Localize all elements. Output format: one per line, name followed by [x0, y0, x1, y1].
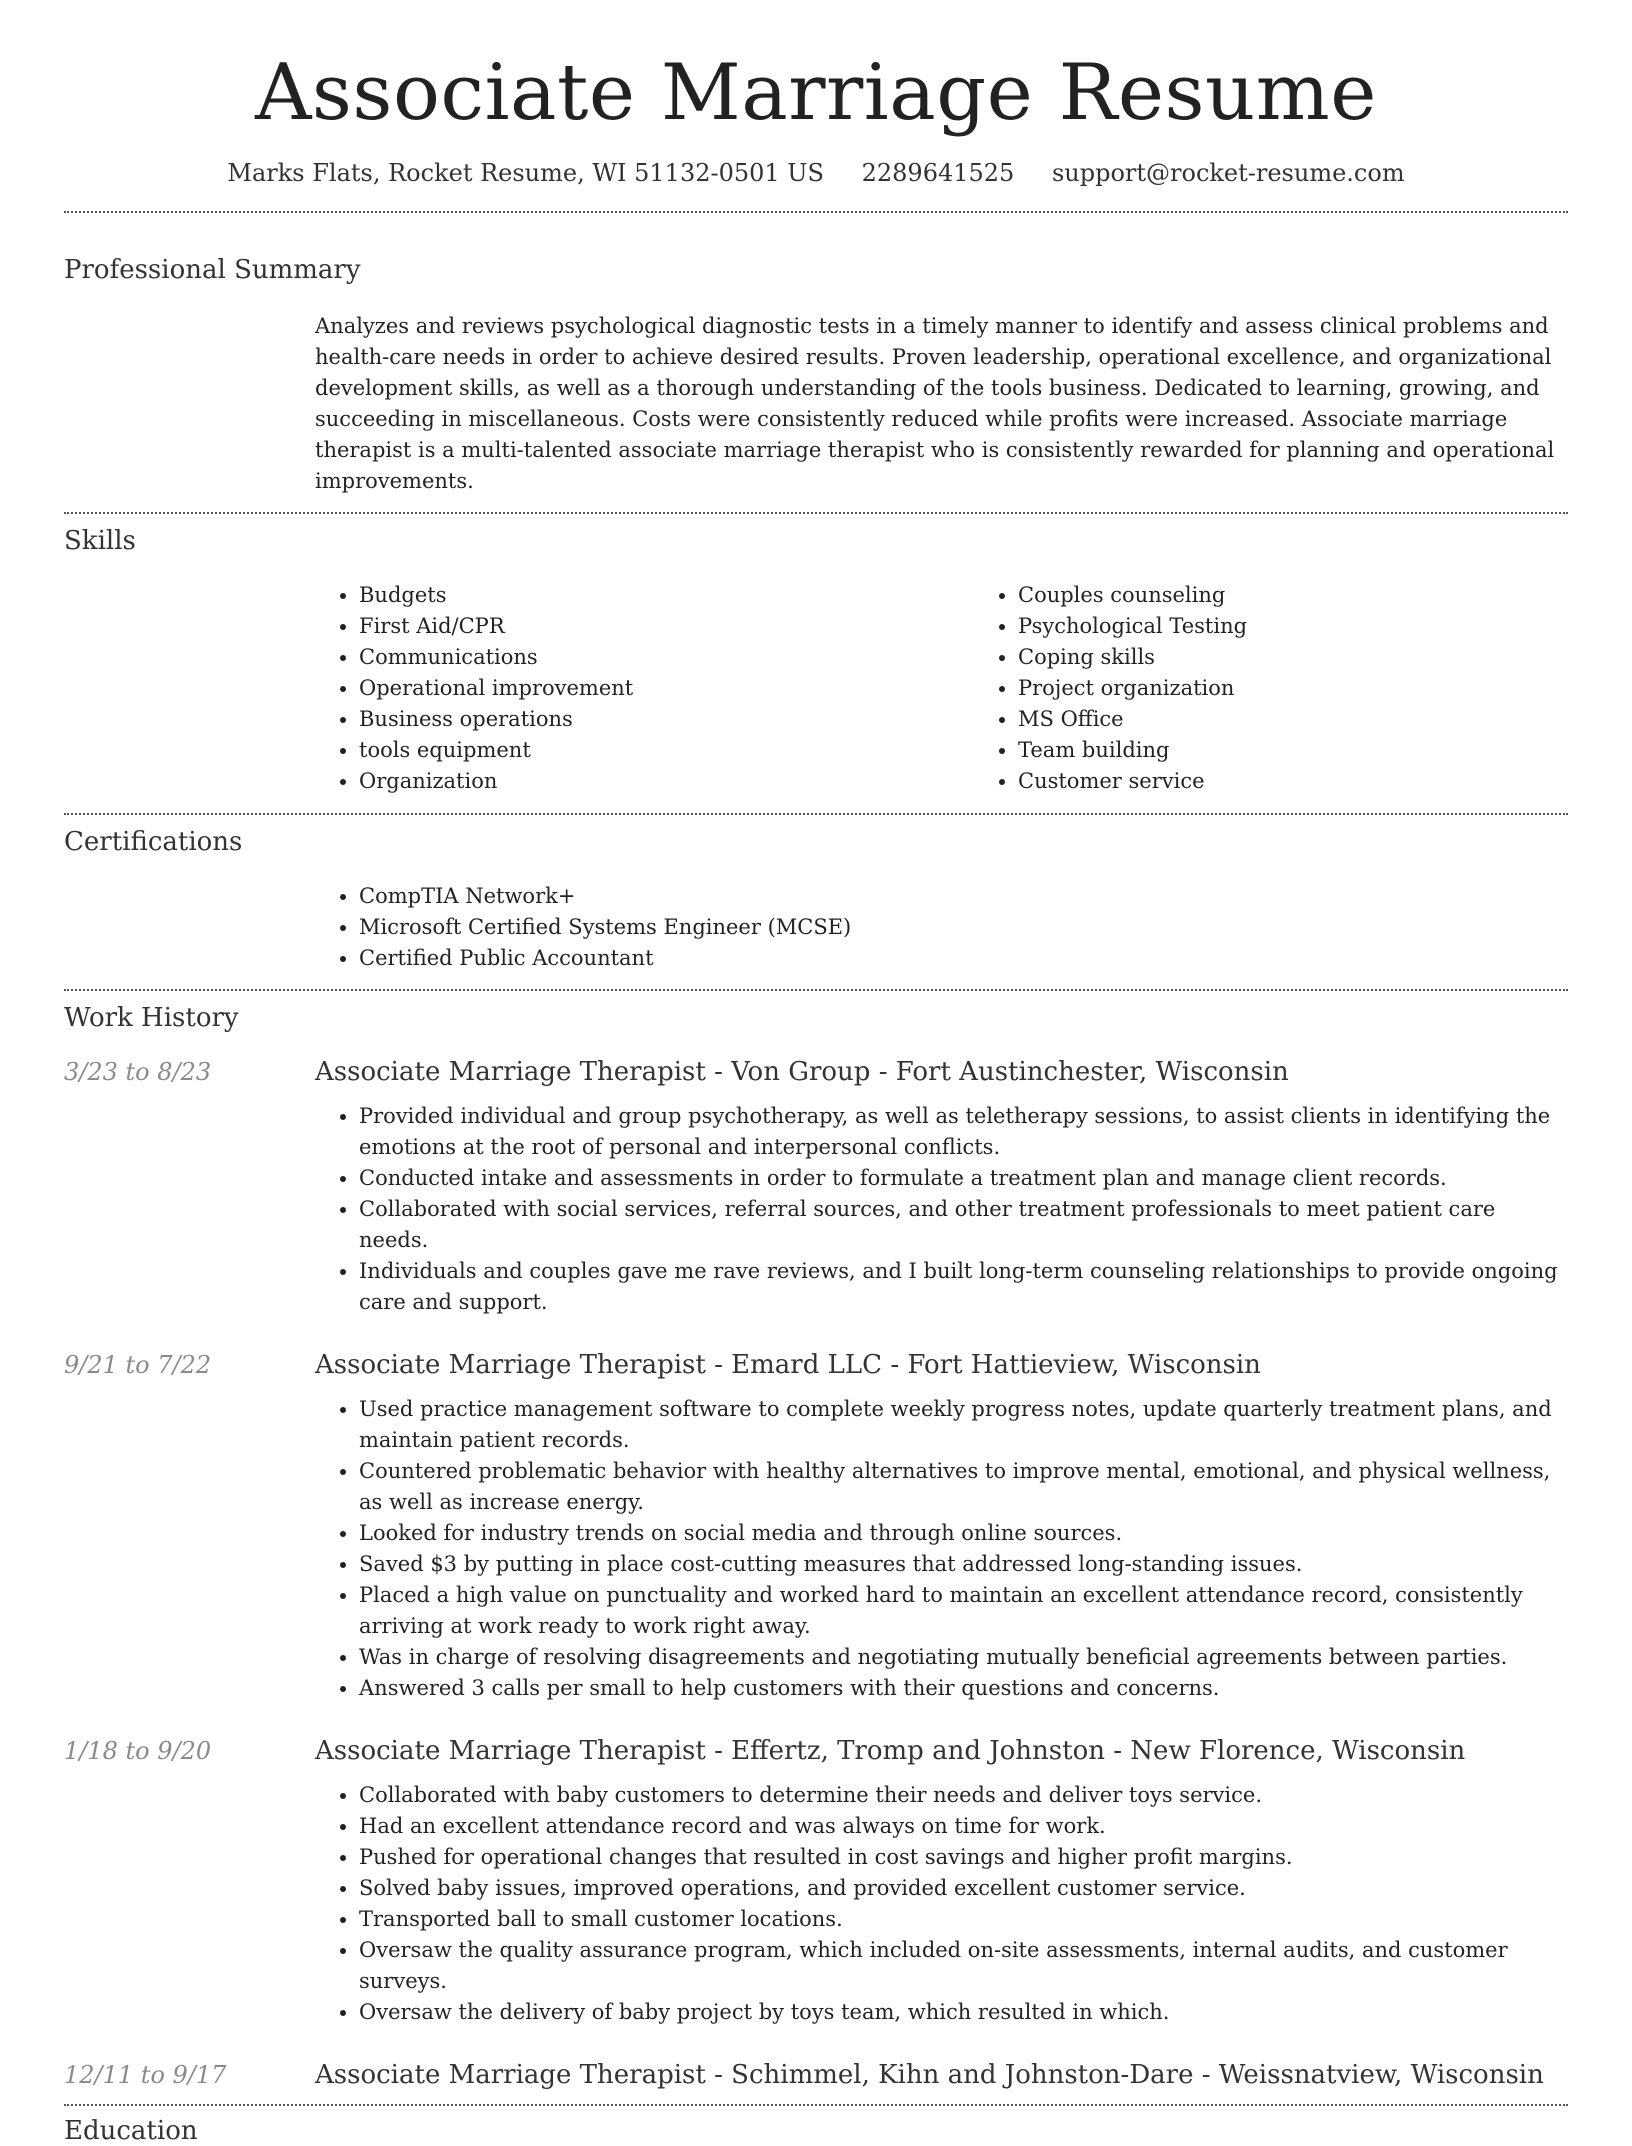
certifications-heading: Certifications [64, 827, 243, 858]
job-entry [64, 1736, 1568, 2028]
skills-section [64, 526, 1568, 797]
job-bullet: • Saved $3 by putting in place cost-cutting measures that addressed long-standing issues. [359, 1549, 1568, 1580]
job-bullet: • Answered 3 calls per small to help customers with their questions and concerns. [359, 1673, 1568, 1704]
job-bullet: • Oversaw the delivery of baby project by toys team, which resulted in which. [359, 1997, 1568, 2028]
divider [64, 211, 1568, 213]
divider [64, 989, 1568, 991]
job-bullet: • Pushed for operational changes that resulted in cost savings and higher profit margins. [359, 1842, 1568, 1873]
job-bullet: • Placed a high value on punctuality and worked hard to maintain an excellent attendance record, consistently arriving at work ready to work right away. [359, 1580, 1568, 1642]
skill-item: • Couples counseling [1018, 580, 1632, 611]
job-date: 3/23 to 8/23 [64, 1058, 212, 1087]
job-bullet: • Had an excellent attendance record and was always on time for work. [359, 1811, 1568, 1842]
job-header [64, 1350, 1568, 1380]
certification-item: • CompTIA Network+ [359, 881, 1568, 912]
skill-item: • Business operations [359, 704, 974, 735]
skills-list-right [974, 580, 1632, 797]
job-header [64, 2060, 1568, 2090]
skill-item: • Communications [359, 642, 974, 673]
job-title: Associate Marriage Therapist - Effertz, Tromp and Johnston - New Florence, Wisconsin [315, 1736, 1466, 1767]
certification-item: • Certified Public Accountant [359, 943, 1568, 974]
job-bullets [315, 1780, 1568, 2028]
skill-item: • Psychological Testing [1018, 611, 1632, 642]
job-bullet: • Conducted intake and assessments in order to formulate a treatment plan and manage client records. [359, 1163, 1568, 1194]
resume-title: Associate Marriage Resume [255, 48, 1377, 138]
skill-item: • MS Office [1018, 704, 1632, 735]
job-bullet: • Looked for industry trends on social media and through online sources. [359, 1518, 1568, 1549]
job-title: Associate Marriage Therapist - Von Group - Fort Austinchester, Wisconsin [315, 1057, 1289, 1088]
divider [64, 512, 1568, 514]
skills-list-left [315, 580, 974, 797]
job-bullet: • Solved baby issues, improved operations, and provided excellent customer service. [359, 1873, 1568, 1904]
skill-item: • Project organization [1018, 673, 1632, 704]
summary-body [315, 311, 1568, 497]
job-body [315, 1394, 1568, 1704]
work-section [64, 1003, 1568, 2090]
job-bullet: • Used practice management software to complete weekly progress notes, update quarterly treatment plans, and maintain patient records. [359, 1394, 1568, 1456]
skills-heading: Skills [64, 526, 136, 557]
skill-item: • Organization [359, 766, 974, 797]
job-entry [64, 1350, 1568, 1704]
job-bullet: • Was in charge of resolving disagreements and negotiating mutually beneficial agreements between parties. [359, 1642, 1568, 1673]
job-title: Associate Marriage Therapist - Emard LLC - Fort Hattieview, Wisconsin [315, 1350, 1261, 1381]
job-bullet: • Transported ball to small customer locations. [359, 1904, 1568, 1935]
summary-heading: Professional Summary [64, 255, 361, 286]
skill-item: • Customer service [1018, 766, 1632, 797]
certifications-section [64, 827, 1568, 974]
skills-columns [315, 580, 1568, 797]
contact-email: support@rocket-resume.com [1051, 159, 1405, 188]
divider [64, 2104, 1568, 2106]
skill-item: • Team building [1018, 735, 1632, 766]
skill-item: • Budgets [359, 580, 974, 611]
job-bullet: • Provided individual and group psychotherapy, as well as teletherapy sessions, to assist clients in identifying the emotions at the root of personal and interpersonal conflicts. [359, 1101, 1568, 1163]
education-heading: Education [64, 2116, 198, 2146]
job-body [315, 1780, 1568, 2028]
job-bullet: • Oversaw the quality assurance program, which included on-site assessments, internal audits, and customer surveys. [359, 1935, 1568, 1997]
contact-address: Marks Flats, Rocket Resume, WI 51132-0501 US [227, 159, 824, 188]
job-header [64, 1736, 1568, 1766]
job-bullet: • Countered problematic behavior with healthy alternatives to improve mental, emotional, and physical wellness, as well as increase energy. [359, 1456, 1568, 1518]
job-date: 12/11 to 9/17 [64, 2061, 227, 2090]
job-header [64, 1057, 1568, 1087]
summary-text: Analyzes and reviews psychological diagnostic tests in a timely manner to identify and assess clinical problems and health-care needs in order to achieve desired results. Proven leadership, operational excellence, and organizational development skills, as well as a thorough understanding of the tools business. Dedicated to learning, growing, and succeeding in miscellaneous. Costs were consistently reduced while profits were increased. Associate marriage therapist is a multi-talented associate marriage therapist who is consistently rewarded for planning and operational improvements. [315, 314, 1555, 494]
job-body [315, 1101, 1568, 1318]
summary-section [64, 255, 1568, 497]
skill-item: • tools equipment [359, 735, 974, 766]
work-heading: Work History [64, 1003, 239, 1034]
job-date: 9/21 to 7/22 [64, 1351, 212, 1380]
skill-item: • First Aid/CPR [359, 611, 974, 642]
job-bullet: • Individuals and couples gave me rave reviews, and I built long-term counseling relationships to provide ongoing care and support. [359, 1256, 1568, 1318]
job-bullets [315, 1101, 1568, 1318]
job-date: 1/18 to 9/20 [64, 1737, 212, 1766]
skill-item: • Operational improvement [359, 673, 974, 704]
job-title: Associate Marriage Therapist - Schimmel, Kihn and Johnston-Dare - Weissnatview, Wisconsin [315, 2060, 1544, 2091]
divider [64, 813, 1568, 815]
certifications-body [315, 881, 1568, 974]
job-bullets [315, 1394, 1568, 1704]
job-entry [64, 2060, 1568, 2090]
job-bullet: • Collaborated with social services, referral sources, and other treatment professionals to meet patient care needs. [359, 1194, 1568, 1256]
skill-item: • Coping skills [1018, 642, 1632, 673]
job-entry [64, 1057, 1568, 1318]
certification-item: • Microsoft Certified Systems Engineer (MCSE) [359, 912, 1568, 943]
certifications-list [315, 881, 1568, 974]
contact-line [64, 159, 1568, 187]
contact-phone: 2289641525 [861, 159, 1015, 188]
job-bullet: • Collaborated with baby customers to determine their needs and deliver toys service. [359, 1780, 1568, 1811]
